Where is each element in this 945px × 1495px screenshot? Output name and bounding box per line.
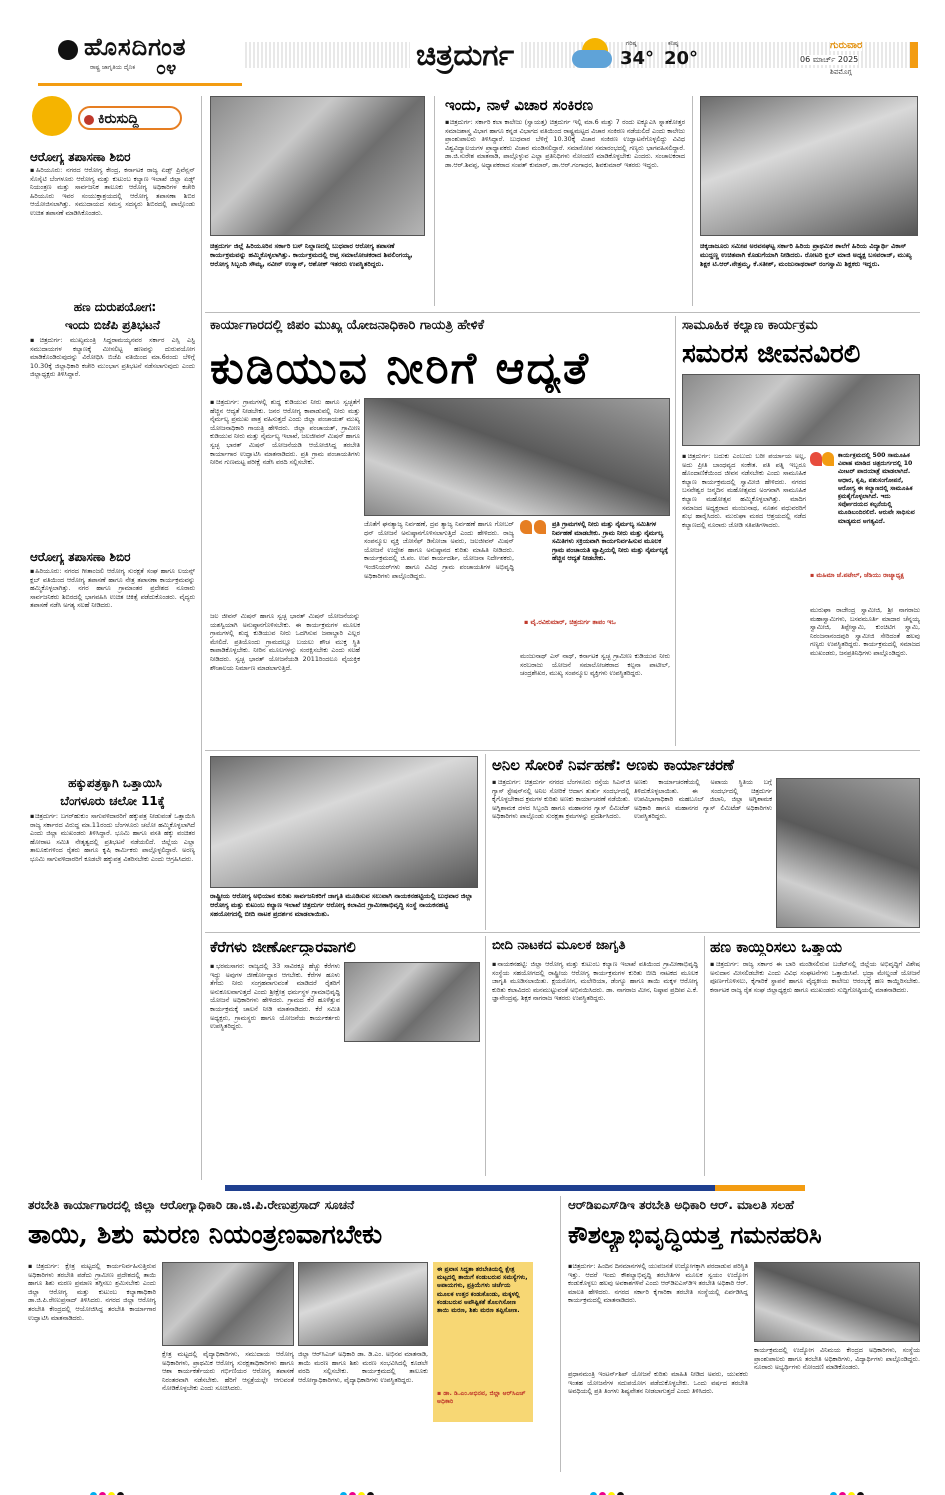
lead-headline: ಕುಡಿಯುವ ನೀರಿಗೆ ಆದ್ಯತೆ xyxy=(210,345,591,393)
row-rule xyxy=(205,750,920,751)
left-s3-title: ಆರೋಗ್ಯ ತಪಾಸಣಾ ಶಿಬಿರ xyxy=(30,550,131,564)
beedi-title: ಬೀದಿ ನಾಟಕದ ಮೂಲಕ ಜಾಗೃತಿ xyxy=(492,938,626,953)
seminar-title: ಇಂದು, ನಾಳೆ ವಿಚಾರ ಸಂಕಿರಣ xyxy=(445,96,593,114)
left-s1-body: ▪ಹಿರಿಯೂರು: ನಗರದ ಆರೋಗ್ಯ ಕೇಂದ್ರ, ಕರ್ನಾಟಕ ರಾಜ್ಯ ಏಡ್ಸ್ ಪ್ರಿವೆನ್ಷನ್ ಸೊಸೈಟಿ ಬೆಂಗಳೂರು ಆರೋಗ್ಯ ಮತ್ತು ಕುಟುಂಬ ಕಲ್ಯಾಣ ಇಲಾಖೆ ಜಿಲ್ಲಾ ಏಡ್ಸ್ ನಿಯಂತ್ರಣ ಮತ್ತು ಸಾರ್ವಜನಿಕ ತಾಲೂಕು ಆರೋಗ್ಯ ಅಧಿಕಾರಿಗಳ ಕಚೇರಿ ಹಿರಿಯೂರು ಇವರ ಸಂಯುಕ್ತಾಶ್ರಯದಲ್ಲಿ ಆರೋಗ್ಯ ತಪಾಸಣಾ ಶಿಬಿರ ಆಯೋಜಿಸಲಾಗಿತ್ತು. ಸಮುದಾಯದ ಸಮಸ್ತ ಸದಸ್ಯರು ಶಿಬಿರದಲ್ಲಿ ಪಾಲ್ಗೊಂಡು ಉಚಿತ ತಪಾಸಣೆ ಮಾಡಿಸಿಕೊಂಡರು. xyxy=(30,166,195,217)
gas-body-1: ▪ಚಿತ್ರದುರ್ಗ: ಚಿತ್ರದುರ್ಗ ನಗರದ ಬೆಂಗಳೂರು ರಸ್ತೆಯ ಸಿಎನ್‌ಜಿ ಗ್ಯಾಸ್ ಸ್ಟೇಷನ್‌ನಲ್ಲಿ ಅನಿಲ ಸೋರಿಕೆ ಆದಾಗ ತುರ್ತು ಸಂದರ್ಭದಲ್ಲಿ ಕೈಗೊಳ್ಳಬೇಕಾದ ಕ್ರಮಗಳ ಕುರಿತು ಅಣಕು ಕಾರ್ಯಾಚರಣೆ ನಡೆಯಿತು. ಅಗ್ನಿಶಾಮಕ ದಳದ ಸಿಬ್ಬಂದಿ ಹಾಗೂ ಮಹಾನಗರ ಗ್ಯಾಸ್ ಲಿಮಿಟೆಡ್ ಅಧಿಕಾರಿಗಳು ಪಾಲ್ಗೊಂಡು ಸುರಕ್ಷತಾ ಕ್ರಮಗಳನ್ನು ಪ್ರದರ್ಶಿಸಿದರು. xyxy=(492,778,630,821)
bottom-left-body-2: ಕ್ಷೇತ್ರ ಮಟ್ಟದಲ್ಲಿ ವೈದ್ಯಾಧಿಕಾರಿಗಳು, ಸಮುದಾಯ ಆರೋಗ್ಯ ಅಧಿಕಾರಿಗಳು, ಪ್ರಾಥಮಿಕ ಆರೋಗ್ಯ ಸುರಕ್ಷತಾಧಿಕಾರಿಗಳು ಹಾಗೂ ಆಶಾ ಕಾರ್ಯಕರ್ತೆಯರು ಗರ್ಭಿಣಿಯರ ಆರೋಗ್ಯ ತಪಾಸಣೆ ನಿರಂತರವಾಗಿ ನಡೆಸಬೇಕು. ಹೆರಿಗೆ ಆಸ್ಪತ್ರೆಯಲ್ಲೇ ಆಗುವಂತೆ ನೋಡಿಕೊಳ್ಳಬೇಕು ಎಂದು ಸೂಚಿಸಿದರು. xyxy=(162,1350,294,1393)
right-info-author: ▪ ಮಹಿಮಾ ಜೆ.ಪಟೇಲ್, ಜೆಡಿಯು ರಾಜ್ಯಾಧ್ಯಕ್ಷ xyxy=(810,572,904,579)
kirusuddi-badge xyxy=(24,96,194,142)
left-s2-title2: ಇಂದು ಬಿಜೆಪಿ ಪ್ರತಿಭಟನೆ xyxy=(64,318,161,332)
street-play-caption: ರಾಷ್ಟ್ರೀಯ ಆರೋಗ್ಯ ಅಭಿಯಾನ ಕುರಿತು ಸಾರ್ವಜನಿಕರಿಗೆ ಜಾಗೃತಿ ಮೂಡಿಸುವ ಸಲುವಾಗಿ ನಾಯಕನಹಟ್ಟಿಯಲ್ಲಿ ಬುಧವಾರ ಜಿಲ್ಲಾ ಆರೋಗ್ಯ ಮತ್ತು ಕುಟುಂಬ ಕಲ್ಯಾಣ ಇಲಾಖೆ ಚಿತ್ರದುರ್ಗ ಆರೋಗ್ಯ ಕಲಾವಿದ ಗ್ರಾಮೀಣಾಭಿವೃದ್ಧಿ ಸಂಸ್ಥೆ ನಾಯಕನಹಟ್ಟಿ ಸಹಯೋಗದಲ್ಲಿ ಬೀದಿ ನಾಟಕ ಪ್ರದರ್ಶನ ಮಾಡಲಾಯಿತು. xyxy=(210,892,473,918)
quote-icon xyxy=(810,452,836,478)
lead-body-2: ಜಲ ಜೀವನ್ ಮಿಷನ್ ಹಾಗೂ ಸ್ವಚ್ಛ ಭಾರತ್ ಮಿಷನ್ ಯೋಜನೆಯನ್ನು ಯಶಸ್ವಿಯಾಗಿ ಅನುಷ್ಠಾನಗೊಳಿಸಬೇಕು. ಈ ಕಾರ್ಯಕ್ರಮಗಳ ಮೂಲಕ ಗ್ರಾಮಗಳಲ್ಲಿ ಶುದ್ಧ ಕುಡಿಯುವ ನೀರು ಒದಗಿಸುವ ಜವಾಬ್ದಾರಿ ಎಲ್ಲರ ಮೇಲಿದೆ. ಪ್ರತಿಯೊಂದು ಗ್ರಾಮದಲ್ಲೂ ಬಯಲು ಶೌಚ ಮುಕ್ತ ಸ್ಥಿತಿ ಕಾಪಾಡಿಕೊಳ್ಳಬೇಕು. ನೀರಿನ ಮೂಲಗಳನ್ನು ಸಂರಕ್ಷಿಸಬೇಕು ಎಂದು ಸಲಹೆ ನೀಡಿದರು. ಸ್ವಚ್ಛ ಭಾರತ್ ಯೋಜನೆಯಡಿ 2011ರಿಂದಲೂ ವೈಯಕ್ತಿಕ ಶೌಚಾಲಯ ನಿರ್ಮಾಣ ಮಾಡಲಾಗುತ್ತಿದೆ. xyxy=(210,612,360,672)
registration-marks xyxy=(90,1484,126,1492)
gas-body-2: ಅಣಕು ಕಾರ್ಯಾಚರಣೆಯಲ್ಲಿ ಅಪಾಯ ಸ್ಥಿತಿಯ ಬಗ್ಗೆ ತಿಳಿದುಕೊಳ್ಳಲಾಯಿತು. ಈ ಸಂದರ್ಭದಲ್ಲಿ ಚಿತ್ರದುರ್ಗ ಉಪವಿಭಾಗಾಧಿಕಾರಿ ಮಹಬೂಬ್ ಜಿಲಾನಿ, ಜಿಲ್ಲಾ ಅಗ್ನಿಶಾಮಕ ಅಧಿಕಾರಿ ಹಾಗೂ ಮಹಾನಗರ ಗ್ಯಾಸ್ ಲಿಮಿಟೆಡ್ ಅಧಿಕಾರಿಗಳು ಉಪಸ್ಥಿತರಿದ್ದರು. xyxy=(634,778,772,821)
lead-body-1: ▪ಚಿತ್ರದುರ್ಗ: ಗ್ರಾಮಗಳಲ್ಲಿ ಶುದ್ಧ ಕುಡಿಯುವ ನೀರು ಹಾಗೂ ಸ್ವಚ್ಛತೆಗೆ ಹೆಚ್ಚಿನ ಆದ್ಯತೆ ನೀಡಬೇಕು. ಜನರ ಆರೋಗ್ಯ ಕಾಪಾಡುವಲ್ಲಿ ನೀರು ಮತ್ತು ನೈರ್ಮಲ್ಯ ಪ್ರಮುಖ ಪಾತ್ರ ವಹಿಸುತ್ತದೆ ಎಂದು ಜಿಲ್ಲಾ ಪಂಚಾಯತ್ ಮುಖ್ಯ ಯೋಜನಾಧಿಕಾರಿ ಗಾಯತ್ರಿ ಹೇಳಿದರು. ಜಿಲ್ಲಾ ಪಂಚಾಯತ್, ಗ್ರಾಮೀಣ ಕುಡಿಯುವ ನೀರು ಮತ್ತು ನೈರ್ಮಲ್ಯ ಇಲಾಖೆ, ಜಲಜೀವನ್ ಮಿಷನ್ ಹಾಗೂ ಸ್ವಚ್ಛ ಭಾರತ್ ಮಿಷನ್ ಯೋಜನೆಯಡಿ ಆಯೋಜಿಸಿದ್ದ ತರಬೇತಿ ಕಾರ್ಯಾಗಾರ ಉದ್ಘಾಟಿಸಿ ಮಾತನಾಡಿದರು. ಪ್ರತಿ ಗ್ರಾಮ ಪಂಚಾಯತಿಗಳು ನೀರಿನ ಗುಣಮಟ್ಟ ಪರೀಕ್ಷೆ ನಡೆಸಿ ವರದಿ ಸಲ್ಲಿಸಬೇಕು. xyxy=(210,398,360,467)
bottom-left-info-author: ▪ ಡಾ. ಡಿ.ಎಂ.ಅಭಿನವ, ಜಿಲ್ಲಾ ಆರ್‌ಸಿಎಚ್ ಅಧಿಕಾರಿ xyxy=(437,1390,526,1406)
left-s2-title: ಹಣ ದುರುಪಯೋಗ: xyxy=(73,300,157,314)
column-rule xyxy=(675,316,676,746)
right-info: ಕಾರ್ಯಕ್ರಮದಲ್ಲಿ 500 ಸಾಮೂಹಿಕ ವಿವಾಹ ಮಾಡಿದ ಚಿತ್ರದುರ್ಗದಲ್ಲಿ 10 ಮೀಟರ್ ಪಾದಯಾತ್ರೆ ಮಾಡಲಾಗಿದೆ. ಆಧಾರ, ಕೃಷಿ, ಪಶುಸಂಗೋಪನೆ, ಆರೋಗ್ಯ ಈ ಕಲ್ಯಾಣದಲ್ಲಿ ಸಾಮೂಹಿಕ ಕ್ರಮಕೈಗೊಳ್ಳಲಾಗಿದೆ. ಇದು ಸರ್ವೋದಯದ ಕಲ್ಪನೆಯಲ್ಲಿ ಮೂಡಿಬಂದಿರಲಿದೆ. ಆರುವೇ ಸಾಧಿಸುವ ಮಾಡ್ಯಮದ ಅಗತ್ಯವಿದೆ. xyxy=(838,452,915,525)
right-body-2: ಮುರುಘಾ ರಾಜೇಂದ್ರ ಸ್ವಾಮೀಜಿ, ಶ್ರೀ ನಾಗರಾಜು ಮಹಾಸ್ವಾಮಿಗಳು, ಬಸವಮೂರ್ತಿ ಮಾದಾರ ಚೆನ್ನಯ್ಯ ಸ್ವಾಮೀಜಿ, ತಿಪ್ಪೇಸ್ವಾಮಿ, ಕುಂಚಿಟಿಗ ಸ್ವಾಮಿ, ನಿರಂಜನಾನಂದಪುರಿ ಸ್ವಾಮೀಜಿ ಸೇರಿದಂತೆ ಹಲವು ಗಣ್ಯರು ಉಪಸ್ಥಿತರಿದ್ದರು. ಕಾರ್ಯಕ್ರಮದಲ್ಲಿ ಸಮಾಜದ ಮುಖಂಡರು, ಜನಪ್ರತಿನಿಧಿಗಳು ಪಾಲ್ಗೊಂಡಿದ್ದರು. xyxy=(810,606,920,657)
bottom-left-headline: ತಾಯಿ, ಶಿಶು ಮರಣ ನಿಯಂತ್ರಣವಾಗಬೇಕು xyxy=(28,1220,383,1250)
bottom-right-body-1: ▪ಚಿತ್ರದುರ್ಗ: ಹಿಂದಿನ ದಿನಮಾನಗಳಲ್ಲಿ ಯುವಜನತೆ ಉದ್ಯೋಗಕ್ಕಾಗಿ ಪರದಾಡುವ ಪರಿಸ್ಥಿತಿ ಇತ್ತು. ಆದರೆ ಇಂದು ಕೌಶಲ್ಯಾಭಿವೃದ್ಧಿ ತರಬೇತಿಗಳ ಮೂಲಕ ಸ್ವಯಂ ಉದ್ಯೋಗ ಕಂಡುಕೊಳ್ಳಲು ಹಲವು ಅವಕಾಶಗಳಿವೆ ಎಂದು ಆರ್‌ಡಿಐಎಸ್‌ಡಿಇ ತರಬೇತಿ ಅಧಿಕಾರಿ ಆರ್. ಮಾಲತಿ ಹೇಳಿದರು. ನಗರದ ಸರ್ಕಾರಿ ಕೈಗಾರಿಕಾ ತರಬೇತಿ ಸಂಸ್ಥೆಯಲ್ಲಿ ಏರ್ಪಡಿಸಿದ್ದ ಕಾರ್ಯಕ್ರಮದಲ್ಲಿ ಮಾತನಾಡಿದರು. xyxy=(568,1262,748,1305)
kere-body: ▪ಭರಮಸಾಗರ: ರಾಜ್ಯದಲ್ಲಿ 33 ಸಾವಿರಕ್ಕೂ ಹೆಚ್ಚು ಕೆರೆಗಳು ಇದ್ದು ಅವುಗಳ ಜೀರ್ಣೋದ್ಧಾರ ಆಗಬೇಕು. ಕೆರೆಗಳ ಹೂಳು ತೆಗೆದು ನೀರು ಸಂಗ್ರಹವಾಗುವಂತೆ ಮಾಡಿದರೆ ರೈತರಿಗೆ ಅನುಕೂಲವಾಗುತ್ತದೆ ಎಂದು ಶ್ರೀಕ್ಷೇತ್ರ ಧರ್ಮಸ್ಥಳ ಗ್ರಾಮಾಭಿವೃದ್ಧಿ ಯೋಜನೆ ಅಧಿಕಾರಿಗಳು ಹೇಳಿದರು. ಗ್ರಾಮದ ಕೆರೆ ಹೂಳೆತ್ತುವ ಕಾರ್ಯಕ್ರಮಕ್ಕೆ ಚಾಲನೆ ನೀಡಿ ಮಾತನಾಡಿದರು. ಕೆರೆ ಸಮಿತಿ ಅಧ್ಯಕ್ಷರು, ಗ್ರಾಮಸ್ಥರು ಹಾಗೂ ಯೋಜನೆಯ ಕಾರ್ಯಕರ್ತರು ಉಪಸ್ಥಿತರಿದ್ದರು. xyxy=(210,962,340,1031)
gas-title: ಅನಿಲ ಸೋರಿಕೆ ನಿರ್ವಹಣೆ: ಅಣಕು ಕಾರ್ಯಾಚರಣೆ xyxy=(492,756,734,774)
photo1-caption: ಚಿತ್ರದುರ್ಗ ಜಿಲ್ಲೆ ಹಿರಿಯೂರಿನ ಸರ್ಕಾರಿ ಬಸ್ ನಿಲ್ದಾಣದಲ್ಲಿ ಬುಧವಾರ ಆರೋಗ್ಯ ತಪಾಸಣೆ ಕಾರ್ಯಕ್ರಮವನ್ನು ಹಮ್ಮಿಕೊಳ್ಳಲಾಗಿತ್ತು. ಕಾರ್ಯಕ್ರಮದಲ್ಲಿ ಆಪ್ತ ಸಮಾಲೋಚಕರಾದ ಶಿವಲಿಂಗಯ್ಯ, ಆರೋಗ್ಯ ಸಿಬ್ಬಂದಿ ಸೌಮ್ಯ, ನವೀನ್ ಉಸ್ಮಾನ್, ಆಶೋಕ್ ಇತರರು ಉಪಸ್ಥಿತರಿದ್ದರು. xyxy=(210,242,413,268)
left-s1-title: ಆರೋಗ್ಯ ತಪಾಸಣಾ ಶಿಬಿರ xyxy=(30,150,131,164)
seminar-body: ▪ಚಿತ್ರದುರ್ಗ: ಸರ್ಕಾರಿ ಕಲಾ ಕಾಲೇಜು (ಸ್ವಾಯತ್ತ) ಚಿತ್ರದುರ್ಗ ಇಲ್ಲಿ ಮಾ.6 ಮತ್ತು 7 ರಂದು ಐಕ್ಯೂಎಸಿ ಸ್ನಾತಕೋತ್ತರ ಸಮಾಜಶಾಸ್ತ್ರ ವಿಭಾಗ ಹಾಗೂ ಕನ್ನಡ ವಿಭಾಗದ ವತಿಯಿಂದ ರಾಷ್ಟ್ರಮಟ್ಟದ ವಿಚಾರ ಸಂಕಿರಣ ನಡೆಯಲಿದೆ ಎಂದು ಕಾಲೇಜು ಪ್ರಾಂಶುಪಾಲರು ತಿಳಿಸಿದ್ದಾರೆ. ಬುಧವಾರ ಬೆಳಿಗ್ಗೆ 10.30ಕ್ಕೆ ವಿಚಾರ ಸಂಕಿರಣ ಉದ್ಘಾಟನೆಗೊಳ್ಳಲಿದ್ದು ವಿವಿಧ ವಿಶ್ವವಿದ್ಯಾಲಯಗಳ ಪ್ರಾಧ್ಯಾಪಕರು ವಿಚಾರ ಮಂಡಿಸಲಿದ್ದಾರೆ. ಸಮಾರೋಪ ಸಮಾರಂಭದಲ್ಲಿ ಗಣ್ಯರು ಭಾಗವಹಿಸಲಿದ್ದಾರೆ. ಡಾ.ಜಿ.ಸುರೇಶ ಮಾತನಾಡಿ, ಪಾಲ್ಗೊಳ್ಳುವ ಎಲ್ಲಾ ಪ್ರತಿನಿಧಿಗಳು ನೋಂದಣಿ ಮಾಡಿಕೊಳ್ಳಬೇಕು ಎಂದರು. ಸಂಚಾಲಕರಾದ ಡಾ.ಆರ್.ಶಿವಪ್ಪ, ಅಧ್ಯಾಪಕರಾದ ಸಂಪತ್ ಕುಮಾರ್, ಡಾ.ಆರ್.ಗಂಗಾಧರ, ಶಿವಕುಮಾರ್ ಇತರರು ಇದ್ದರು. xyxy=(445,118,685,169)
registration-marks xyxy=(590,1484,626,1492)
left-s3-body: ▪ಹಿರಿಯೂರು: ನಗರದ ಗೀತಾಂಜಲಿ ಆರೋಗ್ಯ ಸುರಕ್ಷತೆ ಸಂಘ ಹಾಗೂ ಲಯನ್ಸ್ ಕ್ಲಬ್ ವತಿಯಿಂದ ಆರೋಗ್ಯ ತಪಾಸಣೆ ಹಾಗೂ ನೇತ್ರ ತಪಾಸಣಾ ಕಾರ್ಯಕ್ರಮವನ್ನು ಹಮ್ಮಿಕೊಳ್ಳಲಾಗಿತ್ತು. ನಗರ ಹಾಗೂ ಗ್ರಾಮಾಂತರ ಪ್ರದೇಶದ ನೂರಾರು ಸಾರ್ವಜನಿಕರು ಶಿಬಿರದಲ್ಲಿ ಭಾಗವಹಿಸಿ ಉಚಿತ ಚಿಕಿತ್ಸೆ ಪಡೆದುಕೊಂಡರು. ವೈದ್ಯರು ತಪಾಸಣೆ ನಡೆಸಿ ಅಗತ್ಯ ಸಲಹೆ ನೀಡಿದರು. xyxy=(30,567,195,610)
right-kicker: ಸಾಮೂಹಿಕ ಕಲ್ಯಾಣ ಕಾರ್ಯಕ್ರಮ xyxy=(682,318,818,333)
left-s4-title2: ಬೆಂಗಳೂರು ಚಲೋ 11ಕ್ಕೆ xyxy=(60,794,165,808)
photo-mass-wedding xyxy=(682,374,920,446)
column-rule xyxy=(201,96,202,1180)
day-name: ಗುರುವಾರ xyxy=(830,40,863,51)
right-body: ▪ಚಿತ್ರದುರ್ಗ: ಬದುಕು ಎಂಬುದು ಬರೀ ಪರ್ಯಾಯ ಅಲ್ಲ, ಅದು ಪ್ರೀತಿ ಬಾಂಧವ್ಯದ ಸಂಕೇತ. ಪತಿ ಪತ್ನಿ ಇಬ್ಬರೂ ಹೊಂದಾಣಿಕೆಯಿಂದ ಜೀವನ ನಡೆಸಬೇಕು ಎಂದು ಸಾಮೂಹಿಕ ಕಲ್ಯಾಣ ಕಾರ್ಯಕ್ರಮದಲ್ಲಿ ಸ್ವಾಮೀಜಿ ಹೇಳಿದರು. ನಗರದ ಬಸವೇಶ್ವರ ಜನ್ಮದಿನ ಮಹೋತ್ಸವದ ಅಂಗವಾಗಿ ಸಾಮೂಹಿಕ ಕಲ್ಯಾಣ ಮಹೋತ್ಸವ ಹಮ್ಮಿಕೊಳ್ಳಲಾಗಿತ್ತು. ಮಾದಿಗ ಸಮಾಜದ ಅಧ್ಯಕ್ಷರಾದ ಮಂಜುನಾಥ, ನೂತನ ವಧುವರರಿಗೆ ಶುಭ ಹಾರೈಸಿದರು. ಮುರುಘಾ ಮಠದ ಆಶ್ರಯದಲ್ಲಿ ನಡೆದ ಕಲ್ಯಾಣದಲ್ಲಿ ನೂರಾರು ಜೋಡಿ ಸತಿಪತಿಗಳಾದರು. xyxy=(682,452,806,529)
row-rule xyxy=(205,932,920,933)
column-rule xyxy=(485,754,486,930)
temp-min-label: ಕನಿಷ್ಠ xyxy=(668,40,679,47)
right-info-box xyxy=(810,452,920,602)
left-s4-title: ಹಕ್ಕುಪತ್ರಕ್ಕಾಗಿ ಒತ್ತಾಯಿಸಿ xyxy=(68,776,162,790)
page-number: ೦೪ xyxy=(156,58,177,79)
logo-tagline: ರಾಷ್ಟ್ರ ಜಾಗೃತಿಯ ದೈನಿಕ xyxy=(90,64,136,71)
section-bar-blue xyxy=(225,1185,715,1191)
beedi-body: ▪ನಾಯಕನಹಟ್ಟಿ: ಜಿಲ್ಲಾ ಆರೋಗ್ಯ ಮತ್ತು ಕುಟುಂಬ ಕಲ್ಯಾಣ ಇಲಾಖೆ ವತಿಯಿಂದ ಗ್ರಾಮೀಣಾಭಿವೃದ್ಧಿ ಸಂಸ್ಥೆಯ ಸಹಯೋಗದಲ್ಲಿ ರಾಷ್ಟ್ರೀಯ ಆರೋಗ್ಯ ಕಾರ್ಯಕ್ರಮಗಳ ಕುರಿತು ಬೀದಿ ನಾಟಕದ ಮೂಲಕ ಜಾಗೃತಿ ಮೂಡಿಸಲಾಯಿತು. ಕ್ಷಯರೋಗ, ಮಲೇರಿಯಾ, ಡೆಂಗ್ಯೂ ಹಾಗೂ ತಾಯಿ ಮಕ್ಕಳ ಆರೋಗ್ಯ ಕುರಿತು ಕಲಾವಿದರು ಮನಮುಟ್ಟುವಂತೆ ಅಭಿನಯಿಸಿದರು. ಡಾ. ನಾಗರಾಜ ಮೀನ, ನಿಷ್ಠಾವ ಪ್ರದೀಪ ಎ.ಕೆ. ಜ್ಞಾನೇಂದ್ರಪ್ಪ, ಶಿಕ್ಷಕ ನಾಗರಾಜ ಇತರರು ಉಪಸ್ಥಿತರಿದ್ದರು. xyxy=(492,960,698,1003)
hana-body: ▪ಚಿತ್ರದುರ್ಗ: ರಾಜ್ಯ ಸರ್ಕಾರ ಈ ಬಾರಿ ಮಂಡಿಸಲಿರುವ ಬಜೆಟ್‌ನಲ್ಲಿ ಜಿಲ್ಲೆಯ ಅಭಿವೃದ್ಧಿಗೆ ವಿಶೇಷ ಅನುದಾನ ಮೀಸಲಿಡಬೇಕು ಎಂದು ವಿವಿಧ ಸಂಘಟನೆಗಳು ಒತ್ತಾಯಿಸಿವೆ. ಭದ್ರಾ ಮೇಲ್ದಂಡೆ ಯೋಜನೆ ಪೂರ್ಣಗೊಳಿಸಲು, ಕೈಗಾರಿಕೆ ಸ್ಥಾಪನೆ ಹಾಗೂ ವೈದ್ಯಕೀಯ ಕಾಲೇಜು ಆರಂಭಕ್ಕೆ ಹಣ ಕಾಯ್ದಿರಿಸಬೇಕು. ಕರ್ನಾಟಕ ರಾಜ್ಯ ರೈತ ಸಂಘ ಜಿಲ್ಲಾಧ್ಯಕ್ಷರು ಹಾಗೂ ಮುಖಂಡರು ಸುದ್ದಿಗೋಷ್ಠಿಯಲ್ಲಿ ಮಾತನಾಡಿದರು. xyxy=(710,960,920,994)
lead-body-4: ಮಂಜುನಾಥ್ ಎಸ್ ನಾಥ್, ಕರ್ನಾಟಕ ಸ್ವಚ್ಛ ಗ್ರಾಮೀಣ ಕುಡಿಯುವ ನೀರು ಸರಬರಾಜು ಯೋಜನೆ ಸಮಾಲೋಚಕರಾದ ಕಲ್ಪನಾ ಪಾಟೀಲ್, ಚಂದ್ರಶೇಖರ, ಮುಖ್ಯ ಸಂಪನ್ಮೂಲ ವ್ಯಕ್ತಿಗಳು ಉಪಸ್ಥಿತರಿದ್ದರು. xyxy=(520,652,670,678)
photo-street-play xyxy=(210,756,478,888)
edition-place: ಶಿವಮೊಗ್ಗ xyxy=(830,68,852,76)
column-rule xyxy=(704,936,705,1176)
quote-icon xyxy=(520,520,548,548)
lead-quote-author: ▪ ವೈ.ರವಿಕುಮಾರ್, ಚಿತ್ರದುರ್ಗ ತಾಪಂ ಇಒ xyxy=(524,618,616,626)
section-bar-orange xyxy=(715,1185,805,1191)
bottom-left-body-1: ▪ಚಿತ್ರದುರ್ಗ: ಕ್ಷೇತ್ರ ಮಟ್ಟದಲ್ಲಿ ಕಾರ್ಯನಿರ್ವಹಿಸುತ್ತಿರುವ ಅಧಿಕಾರಿಗಳು ತರಬೇತಿ ಪಡೆದು ಗ್ರಾಮೀಣ ಪ್ರದೇಶದಲ್ಲಿ ತಾಯಿ ಹಾಗೂ ಶಿಶು ಮರಣ ಪ್ರಮಾಣ ತಗ್ಗಿಸಲು ಶ್ರಮಿಸಬೇಕು ಎಂದು ಜಿಲ್ಲಾ ಆರೋಗ್ಯ ಮತ್ತು ಕುಟುಂಬ ಕಲ್ಯಾಣಾಧಿಕಾರಿ ಡಾ.ಜಿ.ಪಿ.ರೇಣುಪ್ರಸಾದ್ ತಿಳಿಸಿದರು. ನಗರದ ಜಿಲ್ಲಾ ಆರೋಗ್ಯ ತರಬೇತಿ ಕೇಂದ್ರದಲ್ಲಿ ಆಯೋಜಿಸಿದ್ದ ತರಬೇತಿ ಕಾರ್ಯಾಗಾರ ಉದ್ಘಾಟಿಸಿ ಮಾತನಾಡಿದರು. xyxy=(28,1262,156,1322)
bottom-right-body-3: ಕಾರ್ಯಕ್ರಮದಲ್ಲಿ ಉದ್ಯೋಗ ವಿನಿಮಯ ಕೇಂದ್ರದ ಅಧಿಕಾರಿಗಳು, ಸಂಸ್ಥೆಯ ಪ್ರಾಂಶುಪಾಲರು ಹಾಗೂ ತರಬೇತಿ ಅಧಿಕಾರಿಗಳು, ವಿದ್ಯಾರ್ಥಿಗಳು ಪಾಲ್ಗೊಂಡಿದ್ದರು. ನೂರಾರು ಅಭ್ಯರ್ಥಿಗಳು ನೋಂದಣಿ ಮಾಡಿಕೊಂಡರು. xyxy=(754,1346,920,1372)
weather-icon xyxy=(568,36,618,76)
logo: ಹೊಸದಿಗಂತ xyxy=(84,32,187,61)
photo-training-2 xyxy=(298,1262,428,1346)
bottom-left-body-3: ಜಿಲ್ಲಾ ಆರ್‌ಸಿಎಚ್ ಅಧಿಕಾರಿ ಡಾ. ಡಿ.ಎಂ. ಅಭಿನವ ಮಾತನಾಡಿ, ತಾಯಿ ಮರಣ ಹಾಗೂ ಶಿಶು ಮರಣ ಸಂಭವಿಸಿದಲ್ಲಿ ಕೂಡಲೇ ವರದಿ ಸಲ್ಲಿಸಬೇಕು. ಕಾರ್ಯಕ್ರಮದಲ್ಲಿ ತಾಲೂಕು ಆರೋಗ್ಯಾಧಿಕಾರಿಗಳು, ವೈದ್ಯಾಧಿಕಾರಿಗಳು ಉಪಸ್ಥಿತರಿದ್ದರು. xyxy=(298,1350,428,1384)
column-rule xyxy=(560,1196,561,1472)
photo-training-1 xyxy=(162,1262,294,1346)
kere-title: ಕೆರೆಗಳು ಜೀರ್ಣೋದ್ಧಾರವಾಗಲಿ xyxy=(210,938,356,956)
registration-marks xyxy=(830,1484,866,1492)
lead-quote-box xyxy=(520,520,670,640)
bottom-right-kicker: ಆರ್‌ಡಿಐಎಸ್‌ಡಿಇ ತರಬೇತಿ ಅಧಿಕಾರಿ ಆರ್. ಮಾಲತಿ ಸಲಹೆ xyxy=(568,1198,794,1212)
bottom-left-info-box xyxy=(433,1262,533,1422)
lead-quote: ಪ್ರತಿ ಗ್ರಾಮಗಳಲ್ಲಿ ನೀರು ಮತ್ತು ನೈರ್ಮಲ್ಯ ಸಮಿತಿಗಳ ನಿರ್ವಹಣೆ ಮಾಡಬೇಕು. ಗ್ರಾಮ ನೀರು ಮತ್ತು ನೈರ್ಮಲ್ಯ ಸಮಿತಿಗಳು ಸಕ್ರಿಯವಾಗಿ ಕಾರ್ಯನಿರ್ವಹಿಸುವ ಮೂಲಕ ಗ್ರಾಮ ಪಂಚಾಯತಿ ವ್ಯಾಪ್ತಿಯಲ್ಲಿ ನೀರು ಮತ್ತು ನೈರ್ಮಲ್ಯಕ್ಕೆ ಹೆಚ್ಚಿನ ಆದ್ಯತೆ ನೀಡಬೇಕು. xyxy=(552,520,668,563)
bullet-icon xyxy=(84,115,94,125)
bottom-left-kicker: ತರಬೇತಿ ಕಾರ್ಯಾಗಾರದಲ್ಲಿ ಜಿಲ್ಲಾ ಆರೋಗ್ಯಾಧಿಕಾರಿ ಡಾ.ಜಿ.ಪಿ.ರೇಣುಪ್ರಸಾದ್ ಸೂಚನೆ xyxy=(28,1198,355,1212)
hana-title: ಹಣ ಕಾಯ್ದಿರಿಸಲು ಒತ್ತಾಯ xyxy=(710,938,843,956)
photo3-caption: ಚಿಕ್ಕಜಾಜೂರು ಸಮೀಪ ಅರವನಘಟ್ಟ ಸರ್ಕಾರಿ ಹಿರಿಯ ಪ್ರಾಥಮಿಕ ಶಾಲೆಗೆ ಹಿರಿಯ ವಿದ್ಯಾರ್ಥಿ ವಿಕಾಸ್ ಮುದ್ದಣ್ಣ ಉಚಿತವಾಗಿ ಕೊಡುಗೆಯಾಗಿ ನೀಡಿದರು. ರೋಟರಿ ಕ್ಲಬ್ ಮಾಜಿ ಅಧ್ಯಕ್ಷ ಬಸವರಾಜ್, ಮುಖ್ಯ ಶಿಕ್ಷಕ ಟಿ.ಆರ್.ನೇತ್ರಮ್ಮ, ಕೆ.ಸತೀಶ್, ಮಂಜುನಾಥರಾವ್ ರಂಗಸ್ವಾಮಿ ಶಿಕ್ಷಕರು ಇದ್ದರು. xyxy=(700,242,912,268)
city-title: ಚಿತ್ರದುರ್ಗ xyxy=(410,38,520,73)
left-s2-body: ▪ಚಿತ್ರದುರ್ಗ: ಮುಖ್ಯಮಂತ್ರಿ ಸಿದ್ದರಾಮಯ್ಯನವರ ಸರ್ಕಾರ ಎಸ್ಸಿ ಎಸ್ಟಿ ಸಮುದಾಯಗಳ ಕಲ್ಯಾಣಕ್ಕೆ ಮೀಸಲಿಟ್ಟ ಹಣವನ್ನು ದುರುಪಯೋಗ ಮಾಡಿಕೊಂಡಿರುವುದನ್ನು ವಿರೋಧಿಸಿ ಬಿಜೆಪಿ ವತಿಯಿಂದ ಮಾ.6ರಂದು ಬೆಳಿಗ್ಗೆ 10.30ಕ್ಕೆ ಜಿಲ್ಲಾಧಿಕಾರಿ ಕಚೇರಿ ಮುಂಭಾಗ ಪ್ರತಿಭಟನೆ ನಡೆಸಲಾಗುವುದು ಎಂದು ಜಿಲ್ಲಾಧ್ಯಕ್ಷರು ತಿಳಿಸಿದ್ದಾರೆ. xyxy=(30,336,195,379)
right-headline: ಸಮರಸ ಜೀವನವಿರಲಿ xyxy=(682,339,861,369)
issue-date: 06 ಮಾರ್ಚ್ 2025 xyxy=(800,55,859,64)
masthead-accent xyxy=(910,42,918,68)
bottom-left-info: ಈ ಪ್ರವಾಸ ಸಿದ್ಧತಾ ತರಬೇತಿಯಲ್ಲಿ ಕ್ಷೇತ್ರ ಮಟ್ಟದಲ್ಲಿ ತಾಯಿಗೆ ಕಂಡುಬರುವ ಸಮಸ್ಯೆಗಳು, ಅಪಾಯಗಳು, ಪ್ರಕ್ರಿಯೆಗಳು ಚರ್ಚೆಯ ಮೂಲಕ ಉತ್ತರ ಕಂಡುಕೊಂಡು, ಮಕ್ಕಳಲ್ಲಿ ಕಂಡುಬರುವ ಅಪೌಷ್ಟಿಕತೆ ತೊಲಗಿಸೋಣ ತಾಯಿ ಮರಣ, ಶಿಶು ಮರಣ ತಪ್ಪಿಸೋಣ. xyxy=(437,1266,528,1315)
lead-kicker: ಕಾರ್ಯಾಗಾರದಲ್ಲಿ ಜಿಪಂ ಮುಖ್ಯ ಯೋಜನಾಧಿಕಾರಿ ಗಾಯತ್ರಿ ಹೇಳಿಕೆ xyxy=(210,318,485,333)
column-rule xyxy=(692,96,693,306)
registration-marks xyxy=(340,1484,376,1492)
photo-health-camp xyxy=(210,96,425,236)
column-rule xyxy=(485,936,486,1176)
photo-gas-drill xyxy=(776,778,920,928)
bottom-right-headline: ಕೌಶಲ್ಯಾಭಿವೃದ್ಧಿಯತ್ತ ಗಮನಹರಿಸಿ xyxy=(568,1220,822,1249)
photo-skill-dev xyxy=(754,1262,920,1342)
column-rule xyxy=(434,96,435,306)
temp-max: 34° xyxy=(620,48,655,69)
logo-emblem-icon xyxy=(58,40,78,60)
temp-min: 20° xyxy=(664,48,699,69)
row-rule xyxy=(205,312,920,313)
photo-workshop xyxy=(364,398,670,516)
temp-max-label: ಗರಿಷ್ಠ xyxy=(626,40,637,47)
kirusuddi-label: ಕಿರುಸುದ್ದಿ xyxy=(98,111,139,127)
lead-body-3: ಜೊತೆಗೆ ಘನತ್ಯಾಜ್ಯ ನಿರ್ವಹಣೆ, ದ್ರವ ತ್ಯಾಜ್ಯ ನಿರ್ವಹಣೆ ಹಾಗೂ ಗೋಬರ್ ಧನ್ ಯೋಜನೆ ಅನುಷ್ಠಾನಗೊಳಿಸಲಾಗುತ್ತಿದೆ ಎಂದು ಹೇಳಿದರು. ರಾಜ್ಯ ಸಂಪನ್ಮೂಲ ವ್ಯಕ್ತಿ ಜೋಸೆಫ್ ಡಿಸೋಜಾ ಅವರು, ಜಲಜೀವನ್ ಮಿಷನ್ ಯೋಜನೆ ಉದ್ದೇಶ ಹಾಗೂ ಅನುಷ್ಠಾನದ ಕುರಿತು ಮಾಹಿತಿ ನೀಡಿದರು. ಕಾರ್ಯಕ್ರಮದಲ್ಲಿ ಜಿ.ಪಂ. ಉಪ ಕಾರ್ಯದರ್ಶಿ, ಯೋಜನಾ ನಿರ್ದೇಶಕರು, ಇಂಜಿನಿಯರ್‌ಗಳು ಹಾಗೂ ವಿವಿಧ ಗ್ರಾಮ ಪಂಚಾಯತಿಗಳ ಅಭಿವೃದ್ಧಿ ಅಧಿಕಾರಿಗಳು ಪಾಲ್ಗೊಂಡಿದ್ದರು. xyxy=(364,520,514,580)
photo-school-donation xyxy=(700,96,918,236)
left-s4-body: ▪ಚಿತ್ರದುರ್ಗ: ಬಗರ್‌ಹುಕುಂ ಸಾಗುವಳಿದಾರರಿಗೆ ಹಕ್ಕುಪತ್ರ ನೀಡುವಂತೆ ಒತ್ತಾಯಿಸಿ ರಾಜ್ಯ ಸರ್ಕಾರದ ವಿರುದ್ಧ ಮಾ.11ರಂದು ಬೆಂಗಳೂರು ಚಲೋ ಹಮ್ಮಿಕೊಳ್ಳಲಾಗಿದೆ ಎಂದು ಜಿಲ್ಲಾ ಮುಖಂಡರು ತಿಳಿಸಿದ್ದಾರೆ. ಭೂಮಿ ಹಾಗೂ ವಸತಿ ಹಕ್ಕು ವಂಚಿತರ ಹೋರಾಟ ಸಮಿತಿ ನೇತೃತ್ವದಲ್ಲಿ ಪ್ರತಿಭಟನೆ ನಡೆಯಲಿದೆ. ಜಿಲ್ಲೆಯ ಎಲ್ಲಾ ತಾಲೂಕುಗಳಿಂದ ರೈತರು ಹಾಗೂ ಕೃಷಿ ಕಾರ್ಮಿಕರು ಪಾಲ್ಗೊಳ್ಳಲಿದ್ದಾರೆ. ಅರಣ್ಯ ಭೂಮಿ ಸಾಗುವಳಿದಾರರಿಗೆ ಕೂಡಲೇ ಹಕ್ಕುಪತ್ರ ವಿತರಿಸಬೇಕು ಎಂದು ಆಗ್ರಹಿಸಿದರು. xyxy=(30,812,195,863)
hand-icon xyxy=(32,96,72,136)
photo-lake xyxy=(344,962,480,1042)
bottom-right-body-2: ಪ್ರಧಾನಮಂತ್ರಿ ಇಂಟರ್ನ್‌ಶಿಪ್ ಯೋಜನೆ ಕುರಿತು ಮಾಹಿತಿ ನೀಡಿದ ಅವರು, ಯುವಕರು ಇಂತಹ ಯೋಜನೆಗಳ ಸದುಪಯೋಗ ಪಡೆದುಕೊಳ್ಳಬೇಕು. ಒಂದು ವರ್ಷದ ತರಬೇತಿ ಅವಧಿಯಲ್ಲಿ ಪ್ರತಿ ತಿಂಗಳು ಶಿಷ್ಯವೇತನ ನೀಡಲಾಗುತ್ತದೆ ಎಂದು ತಿಳಿಸಿದರು. xyxy=(568,1370,748,1396)
